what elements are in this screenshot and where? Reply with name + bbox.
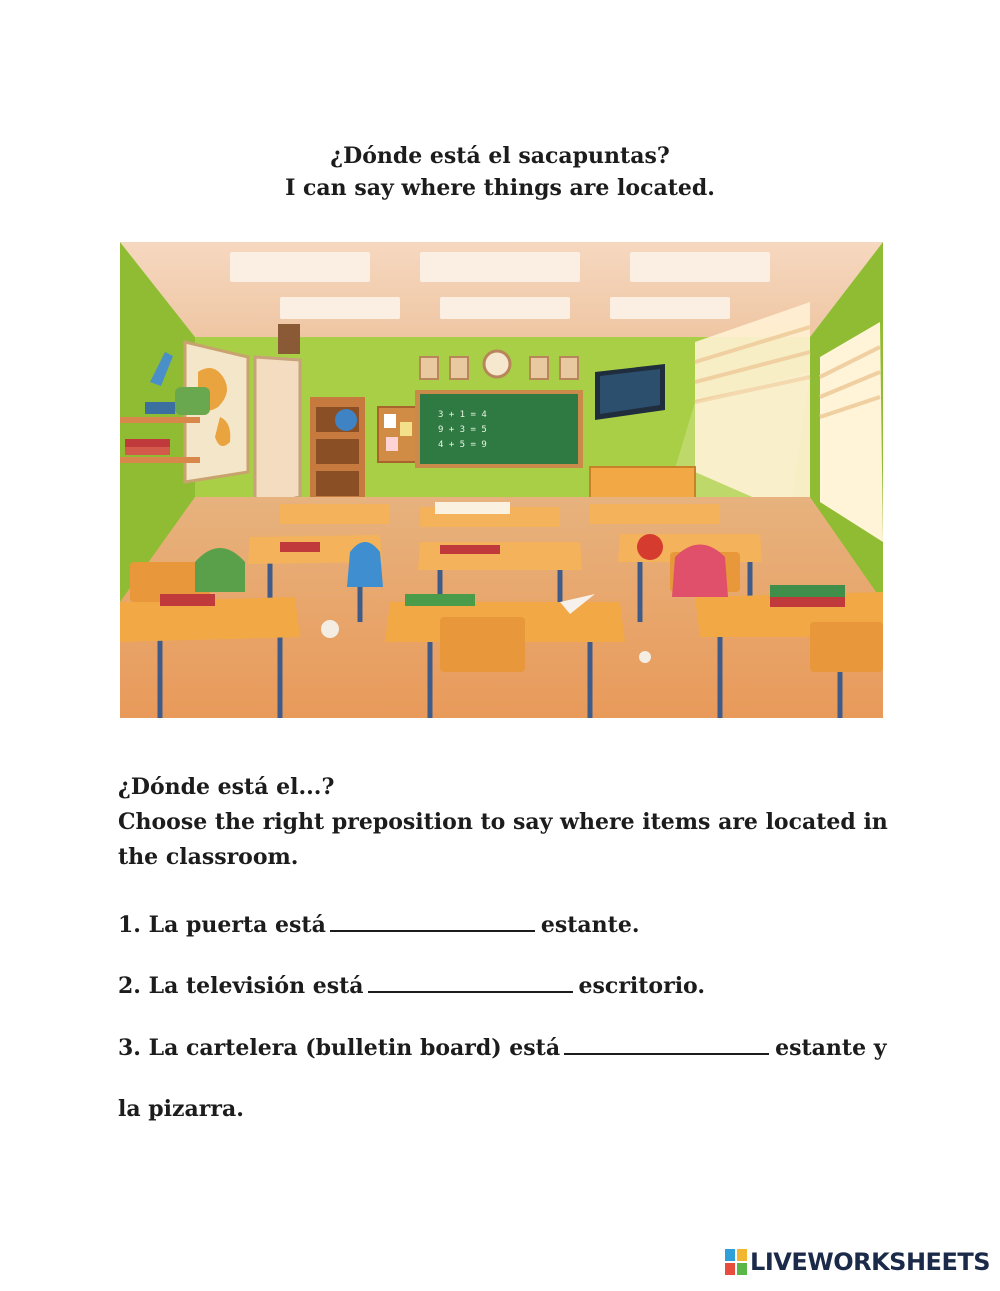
exercise-item-3-continuation: la pizarra. — [118, 1096, 244, 1122]
logo-text: LIVEWORKSHEETS — [750, 1248, 990, 1276]
item-1-after: estante. — [540, 912, 640, 938]
exercise-item-1 — [118, 908, 918, 940]
answer-blank-3[interactable] — [564, 1031, 769, 1055]
item-3-after: estante y — [775, 1035, 887, 1061]
answer-blank-2[interactable] — [368, 969, 573, 993]
worksheet-subtitle: I can say where things are located. — [285, 175, 715, 201]
blackboard-line: 4 + 5 = 9 — [438, 440, 487, 450]
item-1-before: 1. La puerta está — [118, 912, 326, 938]
item-3-before: 3. La cartelera (bulletin board) está — [118, 1035, 561, 1061]
answer-blank-1[interactable] — [330, 908, 535, 932]
instructions-block — [118, 770, 898, 875]
item-2-after: escritorio. — [578, 973, 706, 999]
exercise-item-2 — [118, 969, 918, 1001]
liveworksheets-logo-icon — [725, 1249, 747, 1275]
instructions-text: Choose the right preposition to say where items are located in the classroom. — [118, 809, 888, 870]
classroom-illustration — [120, 242, 883, 718]
blackboard-line: 3 + 1 = 4 — [438, 410, 487, 420]
blackboard-line: 9 + 3 = 5 — [438, 425, 487, 435]
liveworksheets-logo — [725, 1247, 990, 1277]
item-2-before: 2. La televisión está — [118, 973, 364, 999]
worksheet-header — [0, 140, 1000, 204]
exercise-item-3 — [118, 1031, 918, 1063]
worksheet-title: ¿Dónde está el sacapuntas? — [330, 143, 670, 169]
instructions-question: ¿Dónde está el...? — [118, 774, 335, 800]
